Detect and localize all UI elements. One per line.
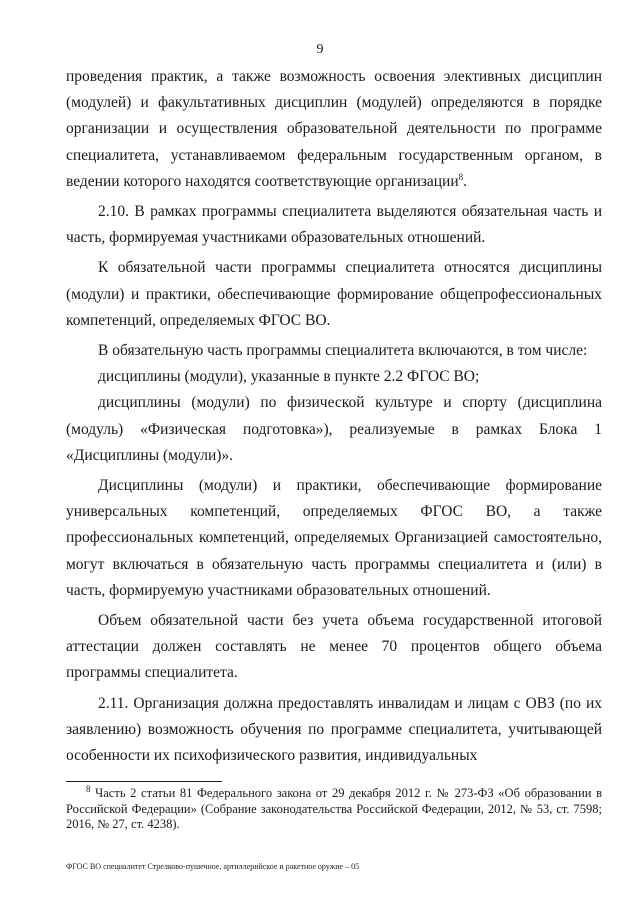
paragraph-item-disciplines: дисциплины (модули), указанные в пункте 2.2 ФГОС ВО; <box>98 368 480 386</box>
paragraph-item-physical: дисциплины (модули) по физической культуре и спорту (дисциплина (модуль) «Физическая подготовка»), реализуемые в рамках Блока 1 «Дисциплины (модули)». <box>66 394 602 464</box>
paragraph-includes: В обязательную часть программы специалитета включаются, в том числе: <box>98 342 588 360</box>
footnote <box>66 783 602 833</box>
footnote-divider <box>66 781 222 782</box>
paragraph-competencies: Дисциплины (модули) и практики, обеспечивающие формирование универсальных компетенций, определяемых ФГОС ВО, а также профессиональных компетенций, определяемых Организацией самостоятельно, могут включаться в обязательную часть программы специалитета и (или) в часть, формируемую участниками образовательных отношений. <box>66 477 602 599</box>
page-footer: ФГОС ВО специалитет Стрелково-пушечное, артиллерийское и ракетное оружие – 05 <box>66 862 360 871</box>
paragraph-2-11: 2.11. Организация должна предоставлять инвалидам и лицам с ОВЗ (по их заявлению) возможность обучения по программе специалитета, учитывающей особенности их психофизического развития, индивидуальных <box>66 694 602 765</box>
document-body <box>66 64 602 769</box>
paragraph-volume: Объем обязательной части без учета объема государственной итоговой аттестации должен составлять не менее 70 процентов общего объема программы специалитета. <box>66 612 602 682</box>
footnote-marker: 8 <box>86 783 91 794</box>
page-number: 9 <box>316 42 324 57</box>
paragraph-mandatory-part: К обязательной части программы специалитета относятся дисциплины (модули) и практики, обеспечивающие формирование общепрофессиональных компетенций, определяемых ФГОС ВО. <box>66 259 602 329</box>
paragraph-2-10: 2.10. В рамках программы специалитета выделяются обязательная часть и часть, формируемая участниками образовательных отношений. <box>66 203 602 247</box>
footnote-text: Часть 2 статьи 81 Федерального закона от 29 декабря 2012 г. № 273-ФЗ «Об образовании в Российской Федерации» (Собрание законодательства Российской Федерации, 2012, № 53, ст. 7598; 2016, № 27, ст. 4238). <box>66 786 602 831</box>
footnote-reference: 8 <box>458 171 464 182</box>
paragraph-continuation: проведения практик, а также возможность освоения элективных дисциплин (модулей) и факультативных дисциплин (модулей) определяются в порядке организации и осуществления образовательной деятельности по программе специалитета, устанавливаемом федеральным государственным органом, в ведении которого находятся соответствующие организации$^8$. <box>66 68 602 190</box>
